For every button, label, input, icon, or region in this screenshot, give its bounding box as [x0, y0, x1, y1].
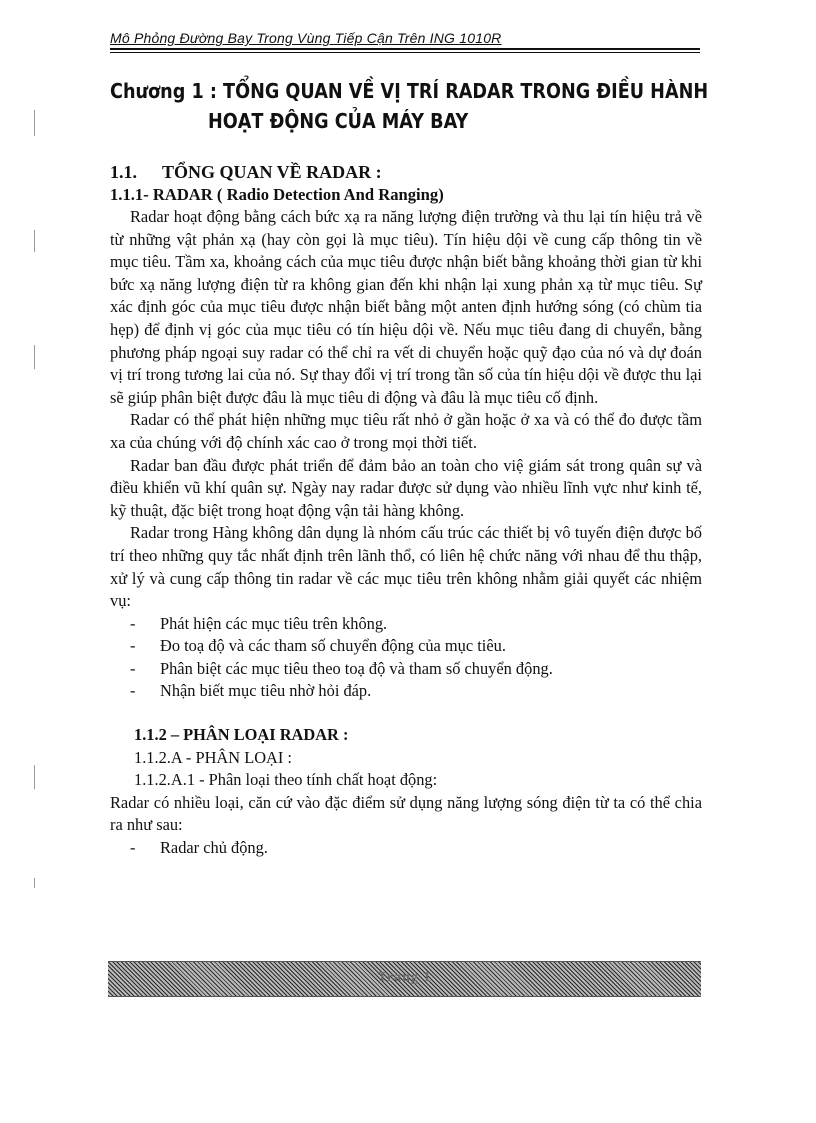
page-footer: [108, 961, 701, 997]
section-number: 1.1.: [110, 162, 137, 182]
header-rule: [110, 48, 700, 50]
list-item: - Phát hiện các mục tiêu trên không.: [130, 613, 702, 636]
paragraph-radar-types-intro: Radar có nhiều loại, căn cứ vào đặc điểm sử dụng năng lượng sóng điện từ ta có thể chia ra như sau:: [110, 792, 702, 835]
bullet-dash: -: [130, 658, 136, 678]
list-item: - Radar chủ động.: [130, 837, 702, 860]
section-heading-1-1-2: 1.1.2 – PHÂN LOẠI RADAR :: [134, 725, 349, 745]
bullet-dash: -: [130, 636, 136, 656]
list-item: - Phân biệt các mục tiêu theo toạ độ và tham số chuyển động.: [130, 658, 702, 681]
header-rule-thin: [110, 52, 700, 53]
document-body: [110, 160, 702, 860]
subheading-1-1-2-a: 1.1.2.A - PHÂN LOẠI :: [134, 747, 292, 767]
subheading-1-1-2-a-1: 1.1.2.A.1 - Phân loại theo tính chất hoạt động:: [134, 770, 438, 790]
bullet-dash: -: [130, 613, 136, 633]
section-title: TỔNG QUAN VỀ RADAR :: [162, 162, 382, 182]
page-header: [110, 30, 700, 53]
page-number: Trang 1: [377, 970, 432, 985]
list-item: - Nhận biết mục tiêu nhờ hỏi đáp.: [130, 680, 702, 703]
section-heading-1-1-1: 1.1.1- RADAR ( Radio Detection And Ranging): [110, 185, 444, 204]
radar-type-list: [110, 837, 702, 860]
scan-artifact: [34, 878, 35, 888]
list-item: - Đo toạ độ và các tham số chuyển động của mục tiêu.: [130, 635, 702, 658]
scan-artifact: [34, 765, 35, 789]
header-title: Mô Phỏng Đường Bay Trong Vùng Tiếp Cận Trên ING 1010R: [110, 30, 502, 46]
scan-artifact: [34, 230, 35, 252]
chapter-title-line1: Chương 1 : TỔNG QUAN VỀ VỊ TRÍ RADAR TRONG ĐIỀU HÀNH: [110, 79, 709, 103]
task-list: [110, 613, 702, 703]
paragraph-radar-operation: Radar hoạt động bằng cách bức xạ ra năng lượng điện trường và thu lại tín hiệu trả về từ những vật phản xạ (hay còn gọi là mục tiêu). Tín hiệu dội về cung cấp thông tin về mục tiêu. Tầm xa, khoảng cách của mục tiêu được nhận biết bằng khoảng thời gian từ khi bức xạ năng lượng điện từ ra không gian đến khi nhận lại xung phản xạ từ mục tiêu. Sự xác định góc của mục tiêu được nhận biết bằng một anten định hướng sóng (có chùm tia hẹp) để định vị góc của mục tiêu có tín hiệu dội về. Nếu mục tiêu đang di chuyển, bằng phương pháp ngoại suy radar có thể chỉ ra vết di chuyển hoặc quỹ đạo của nó và dự đoán vị trí trong tương lai của nó. Sự thay đổi vị trí trong tần số của tín hiệu dội về được thu lại sẽ giúp phân biệt được đâu là mục tiêu di động và đâu là mục tiêu cố định.: [110, 207, 702, 407]
bullet-dash: -: [130, 838, 136, 858]
scan-artifact: [34, 110, 35, 136]
chapter-title: [110, 76, 709, 136]
paragraph-radar-civil-aviation: Radar trong Hàng không dân dụng là nhóm cấu trúc các thiết bị vô tuyến điện được bố trí theo những quy tắc nhất định trên lãnh thổ, có liên hệ chức năng với nhau để thu thập, xử lý và cung cấp thông tin radar về các mục tiêu trên không nhằm giải quyết các nhiệm vụ:: [110, 523, 702, 611]
scan-artifact: [34, 345, 35, 369]
chapter-title-line2: HOẠT ĐỘNG CỦA MÁY BAY: [208, 109, 469, 133]
paragraph-radar-history: Radar ban đầu được phát triển để đảm bảo an toàn cho việ giám sát trong quân sự và điều khiển vũ khí quân sự. Ngày nay radar được sử dụng vào nhiều lĩnh vực như kinh tế, kỹ thuật, đặc biệt trong hoạt động vận tải hàng không.: [110, 455, 702, 520]
paragraph-radar-detection: Radar có thể phát hiện những mục tiêu rất nhỏ ở gần hoặc ở xa và có thể đo được tầm xa của chúng với độ chính xác cao ở trong mọi thời tiết.: [110, 410, 702, 452]
section-heading-1-1: [110, 160, 702, 184]
bullet-dash: -: [130, 681, 136, 701]
